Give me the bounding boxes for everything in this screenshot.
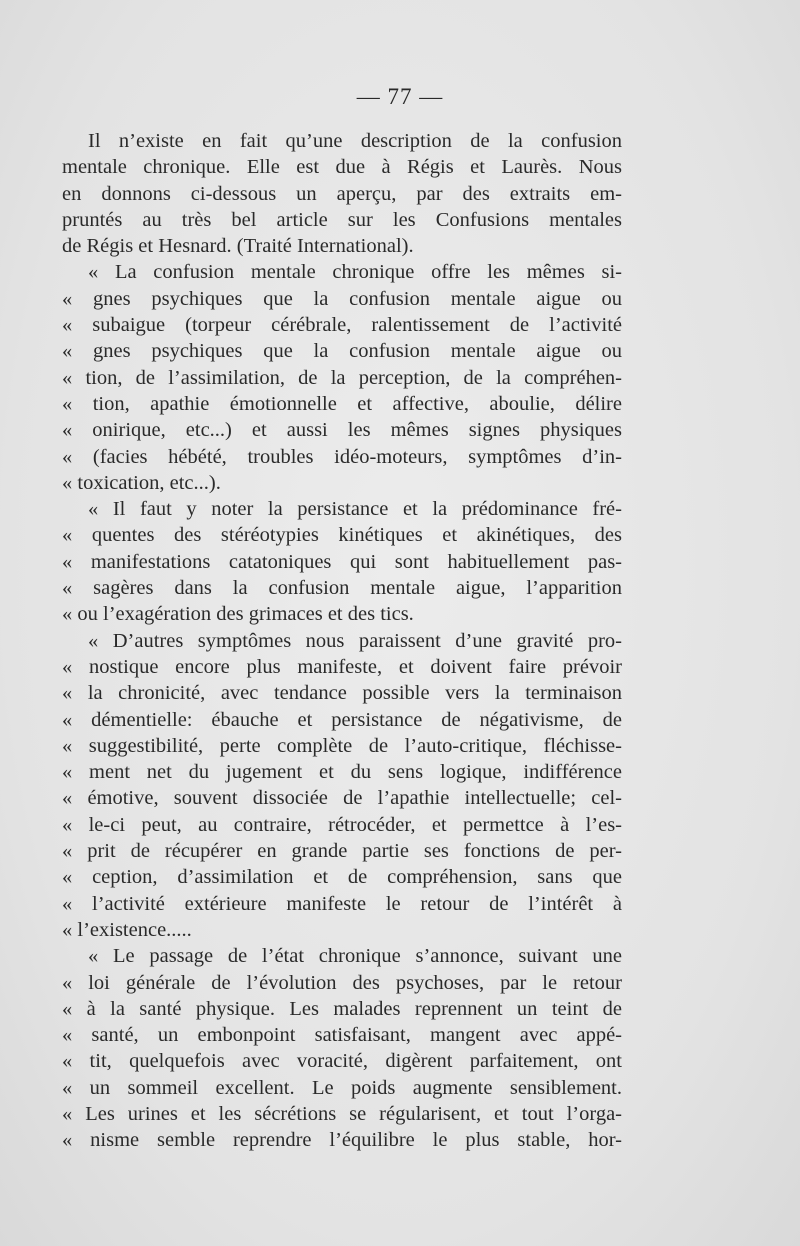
text-line: « quentes des stéréotypies kinétiques et akinétiques, des [62,524,622,547]
text-line: « l’existence..... [62,918,192,941]
text-line: « tion, apathie émotionnelle et affective, aboulie, délire [62,392,622,415]
body-text [62,128,622,1154]
text-line: « Il faut y noter la persistance et la prédominance fré- [88,498,622,521]
text-line: « (facies hébété, troubles idéo-moteurs, symptômes d’in- [62,445,622,468]
text-line: mentale chronique. Elle est due à Régis et Laurès. Nous [62,156,622,179]
text-line: « gnes psychiques que la confusion mentale aigue ou [62,340,622,363]
text-line: « nostique encore plus manifeste, et doivent faire prévoir [62,655,622,678]
text-line: « la chronicité, avec tendance possible vers la terminaison [62,682,622,705]
text-line: « sagères dans la confusion mentale aigue, l’apparition [62,577,622,600]
text-line: « ment net du jugement et du sens logique, indifférence [62,761,622,784]
text-line: « le-ci peut, au contraire, rétrocéder, et permettce à l’es- [62,813,622,836]
text-line: « santé, un embonpoint satisfaisant, mangent avec appé- [62,1024,622,1047]
text-line: de Régis et Hesnard. (Traité International). [62,235,414,258]
text-line: « onirique, etc...) et aussi les mêmes signes physiques [62,419,622,442]
text-line: « tion, de l’assimilation, de la perception, de la compréhen- [62,366,622,389]
text-line: « nisme semble reprendre l’équilibre le plus stable, hor- [62,1129,622,1152]
text-line: « La confusion mentale chronique offre les mêmes si- [88,261,622,284]
text-line: « Le passage de l’état chronique s’annonce, suivant une [88,945,622,968]
text-line: « D’autres symptômes nous paraissent d’une gravité pro- [88,629,622,652]
text-line: « émotive, souvent dissociée de l’apathie intellectuelle; cel- [62,787,622,810]
text-line: « subaigue (torpeur cérébrale, ralentissement de l’activité [62,314,622,337]
text-line: « à la santé physique. Les malades reprennent un teint de [62,997,622,1020]
text-line: « Les urines et les sécrétions se régularisent, et tout l’orga- [62,1102,622,1125]
text-line: « démentielle: ébauche et persistance de négativisme, de [62,708,622,731]
text-line: « l’activité extérieure manifeste le retour de l’intérêt à [62,892,622,915]
text-line: « suggestibilité, perte complète de l’auto-critique, fléchisse- [62,734,622,757]
text-line: « ception, d’assimilation et de compréhension, sans que [62,866,622,889]
text-line: pruntés au très bel article sur les Confusions mentales [62,208,622,231]
text-line: « ou l’exagération des grimaces et des tics. [62,603,414,626]
text-line: « un sommeil excellent. Le poids augmente sensiblement. [62,1076,622,1099]
text-line: « prit de récupérer en grande partie ses fonctions de per- [62,840,622,863]
text-line: « gnes psychiques que la confusion mentale aigue ou [62,287,622,310]
text-line: « tit, quelquefois avec voracité, digèrent parfaitement, ont [62,1050,622,1073]
text-line: Il n’existe en fait qu’une description de la confusion [88,130,622,152]
text-line: « toxication, etc...). [62,471,221,494]
page-number: — 77 — [356,84,444,109]
text-line: « loi générale de l’évolution des psychoses, par le retour [62,971,622,994]
text-line: en donnons ci-dessous un aperçu, par des extraits em- [62,182,622,205]
text-line: « manifestations catatoniques qui sont habituellement pas- [62,550,622,573]
